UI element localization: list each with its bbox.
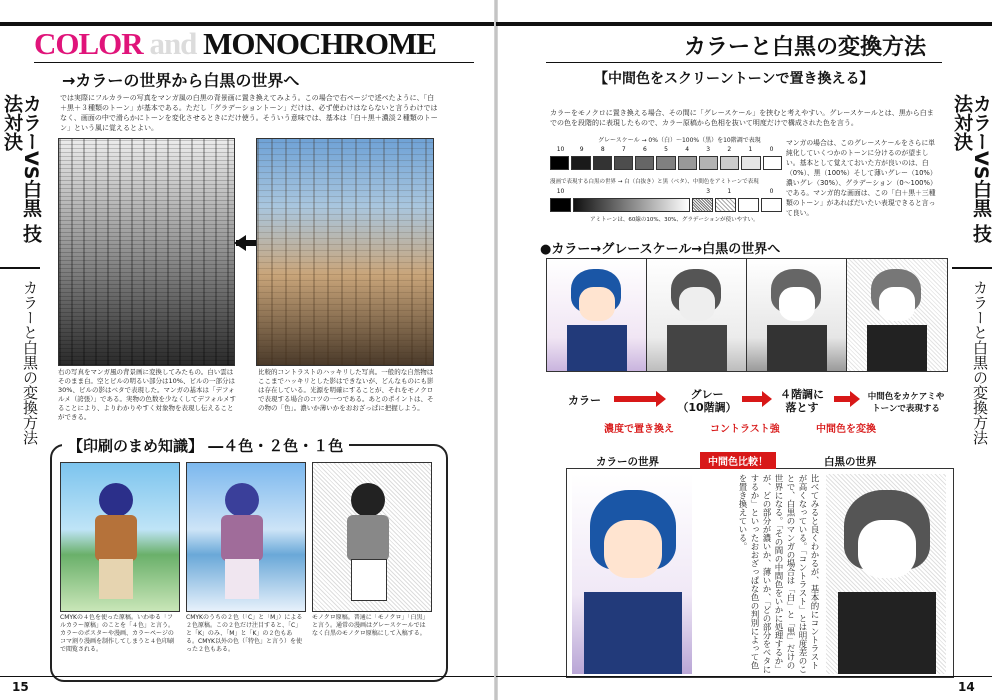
gray-swatch (763, 156, 782, 170)
girl-face (879, 287, 915, 321)
section-heading: 【中間色をスクリーントーンで置き換える】 (594, 71, 874, 87)
action-convert: 中間色を変換 (816, 424, 876, 435)
tips-title: 【印刷のまめ知識】 (68, 437, 204, 455)
monochrome-building-image (58, 138, 235, 366)
side-label-bottom: カラーと白黒の変換方法 (21, 280, 39, 445)
scale-number: 10 (556, 146, 565, 153)
tone-swatch (550, 198, 571, 212)
scale-number: 5 (664, 146, 668, 153)
monochrome-illustration (312, 462, 432, 612)
intro-text: カラーをモノクロに置き換える場合、その間に「グレースケール」を挟むと考えやすい。グレースケールとは、黒から白までの色を段階的に表現したもので、カラー原稿から色相を抜いて明度だけで構成された色を言う。 (550, 109, 934, 127)
intro-text: では実際にフルカラーの写真をマンガ風の白黒の背景画に置き換えてみよう。この場合で右ページで述べたように、「白＋黒＋３種類のトーン」が基本である。ただし「グラデーショントーン」だけは、必ず使わけはならないと言うわけではなく、画面の中で滑らかにトーンを変化させるときにだけ使う。そういう意味では、基本は「白＋黒＋濃淡２種類のトーン」という風に覚えるとよい。 (60, 94, 438, 132)
girl-face (679, 287, 715, 321)
tone-number (613, 188, 634, 198)
compare-badge: 中間色比較！ (700, 452, 776, 469)
arrow-left-icon (234, 235, 246, 251)
girl-face (579, 287, 615, 321)
side-divider (0, 267, 40, 269)
compare-text: 比べてみると良くわかるが、基本的にコントラストが高くなっている。「コントラスト」とは明度差のことで、白黒のマンガの場合は「白」と「黒」だけの世界になる。「その間の中間色をいかに処理するか」が、どの部分が濃いか、薄いか、「どの部分をベタにするか」といったおおざっぱな色の判別によって色を置き換えている。 (737, 474, 819, 674)
side-label-top: カラーVS白黒 技法対決 (1, 94, 42, 244)
gray-swatch (678, 156, 697, 170)
tone-swatch (715, 198, 736, 212)
gray-swatch (550, 156, 569, 170)
tips-subtitle: ―４色・２色・１色 (208, 437, 344, 455)
step-four-level: ４階調に 落とす (780, 388, 824, 414)
action-contrast: コントラスト強 (710, 424, 780, 435)
character-pants (351, 559, 387, 601)
girl-uniform (584, 592, 682, 674)
arrow-right-icon (850, 391, 860, 407)
header-underline (34, 62, 474, 63)
scale-number: 3 (706, 146, 711, 153)
tips-caption-two-color: CMYKのうちの２色（「C」と「M」）による２色原稿。この２色だけ注目すると、「C」と「K」のみ、「M」と「K」の２色もある。CMYK以外の色（「特色」と言う）を使った２色もある。 (186, 614, 303, 653)
flow-image-tone (846, 258, 948, 372)
scale-number: 1 (748, 146, 753, 153)
girl-face (779, 287, 815, 321)
tone-label: 漫画で表現する白黒の世界 → 白（白抜き）と黒（ベタ）、中間色をアミトーンで表現 (550, 179, 759, 185)
gray-swatch (571, 156, 590, 170)
tone-swatch (692, 198, 713, 212)
flow-image-color (546, 258, 648, 372)
page-number: 15 (12, 680, 29, 694)
two-color-illustration (186, 462, 306, 612)
step-gray: グレー （10階調） (677, 388, 737, 414)
girl-uniform (667, 325, 727, 371)
title-underline (546, 62, 942, 63)
side-text: マンガの場合は、このグレースケールをさらに単純化していくつかのトーンに分けるのが望ましい。基本として覚えておいた方が良いのは、白（0%）、黒（100%）そして薄いグレー（10%）濃いグレ（30%）、グラデーション（0〜100%）である。マンガ的な画面は、この「白＋黒＋三種類のトーン」があればだいたい表現できると言って良い。 (786, 139, 937, 217)
character-hair (225, 483, 259, 517)
character-hair (351, 483, 385, 517)
tone-note: アミトーンは、60線の10%、30%、グラデーションが使いやすい。 (590, 217, 759, 223)
grayscale-bar (550, 156, 782, 170)
grayscale-table (550, 136, 782, 230)
girl-uniform (838, 592, 936, 674)
character-pants (99, 559, 133, 599)
tips-heading (62, 435, 349, 456)
arrow-right-icon (656, 391, 666, 407)
girl-face (858, 520, 916, 578)
tone-number (740, 188, 761, 198)
flow-image-four-level (746, 258, 848, 372)
girl-uniform (867, 325, 927, 371)
footer-rule (0, 676, 496, 677)
side-label-top: カラーVS白黒 技法対決 (951, 94, 992, 244)
arrow-right-icon (762, 391, 772, 407)
top-rule (496, 22, 992, 26)
tone-number: 10 (556, 188, 565, 195)
tone-number (655, 188, 676, 198)
caption-right: 比較的コントラストのハッキリした写真。一般的な自然物はここまでハッキリとした影はできないが、どんなものにも影は存在している。光源を明確にすることが、それをモノクロで表現する場合のコツの一つである。あとのポイントは、その物の「色」。濃いか薄いかをおおざっぱに把握しよう。 (258, 368, 434, 412)
header-title (34, 26, 436, 62)
scale-number: 8 (600, 146, 605, 153)
scale-number: 9 (579, 146, 584, 153)
mono-word: MONOCHROME (203, 26, 436, 61)
page-title: カラーと白黒の変換方法 (684, 35, 927, 60)
flow-arrow (614, 396, 658, 402)
tone-number: 0 (769, 188, 774, 195)
tone-number (571, 188, 592, 198)
scale-number: 0 (769, 146, 774, 153)
tone-swatch (738, 198, 759, 212)
four-color-illustration (60, 462, 180, 612)
grayscale-numbers (550, 146, 782, 156)
grayscale-label: グレースケール → 0%（白）〜100%（黒）を10階調で表現 (598, 137, 761, 144)
footer-rule (496, 676, 992, 677)
gray-swatch (699, 156, 718, 170)
section-heading: →カラーの世界から白黒の世界へ (62, 71, 300, 90)
action-density: 濃度で置き換え (604, 424, 674, 435)
compare-image-mono (826, 474, 946, 674)
color-building-image (256, 138, 434, 366)
side-divider (952, 267, 992, 269)
tone-number: 3 (706, 188, 711, 195)
scale-number: 6 (643, 146, 647, 153)
tone-swatch (761, 198, 782, 212)
tone-number (677, 188, 698, 198)
right-page (496, 0, 992, 700)
tone-number: 1 (727, 188, 732, 195)
girl-face (604, 520, 662, 578)
flow-arrow (742, 396, 764, 402)
compare-image-color (572, 474, 692, 674)
tone-numbers (550, 188, 782, 198)
character-pants (225, 559, 259, 599)
compare-right-label: 白黒の世界 (824, 456, 877, 468)
caption-left: 右の写真をマンガ風の背景画に変換してみたもの。白い雲はそのまま白。空とビルの明るい部分は10%、ビルの一部分は30%、ビルの影はベタで表現した。マンガの基本は「デフォルメ（誇張）」である。実物の色数を少なくしてデフォルメすることにより、よりわかりやすく対象物を表現し伝えることができる。 (58, 368, 237, 421)
flow-heading: ●カラー→グレースケール→白黒の世界へ (540, 242, 781, 257)
and-word: and (149, 26, 197, 61)
gray-swatch (635, 156, 654, 170)
tips-caption-mono: モノクロ原稿。普通に「モノクロ」「白黒」と言う。通常の漫画はグレースケールではなく白黒のモノクロ原稿にして入稿する。 (312, 614, 429, 637)
gradation-swatch (573, 198, 690, 212)
gray-swatch (614, 156, 633, 170)
color-word: COLOR (34, 26, 143, 61)
step-tone: 中間色をカケアミや トーンで表現する (867, 392, 945, 414)
girl-uniform (567, 325, 627, 371)
gray-swatch (593, 156, 612, 170)
tips-caption-four-color: CMYKの４色を使った原稿。いわゆる「フルカラー原稿」のことを「４色」と言う。カラーのポスターや漫画、カラーページのコマ割り漫画を制作してしまうと４色印刷で閲覧される。 (60, 614, 175, 653)
character-jacket (221, 515, 263, 561)
girl-uniform (767, 325, 827, 371)
gray-swatch (741, 156, 760, 170)
character-hair (99, 483, 133, 517)
scale-number: 4 (685, 146, 690, 153)
tone-bar (550, 198, 782, 212)
gray-swatch (656, 156, 675, 170)
tone-number (634, 188, 655, 198)
side-label-bottom: カラーと白黒の変換方法 (971, 280, 989, 445)
step-color: カラー (568, 394, 601, 407)
character-jacket (95, 515, 137, 561)
scale-number: 2 (727, 146, 732, 153)
gray-swatch (720, 156, 739, 170)
tone-number (592, 188, 613, 198)
page-number: 14 (958, 680, 975, 694)
scale-number: 7 (621, 146, 626, 153)
flow-image-gray (646, 258, 748, 372)
character-jacket (347, 515, 389, 561)
compare-left-label: カラーの世界 (596, 456, 659, 468)
